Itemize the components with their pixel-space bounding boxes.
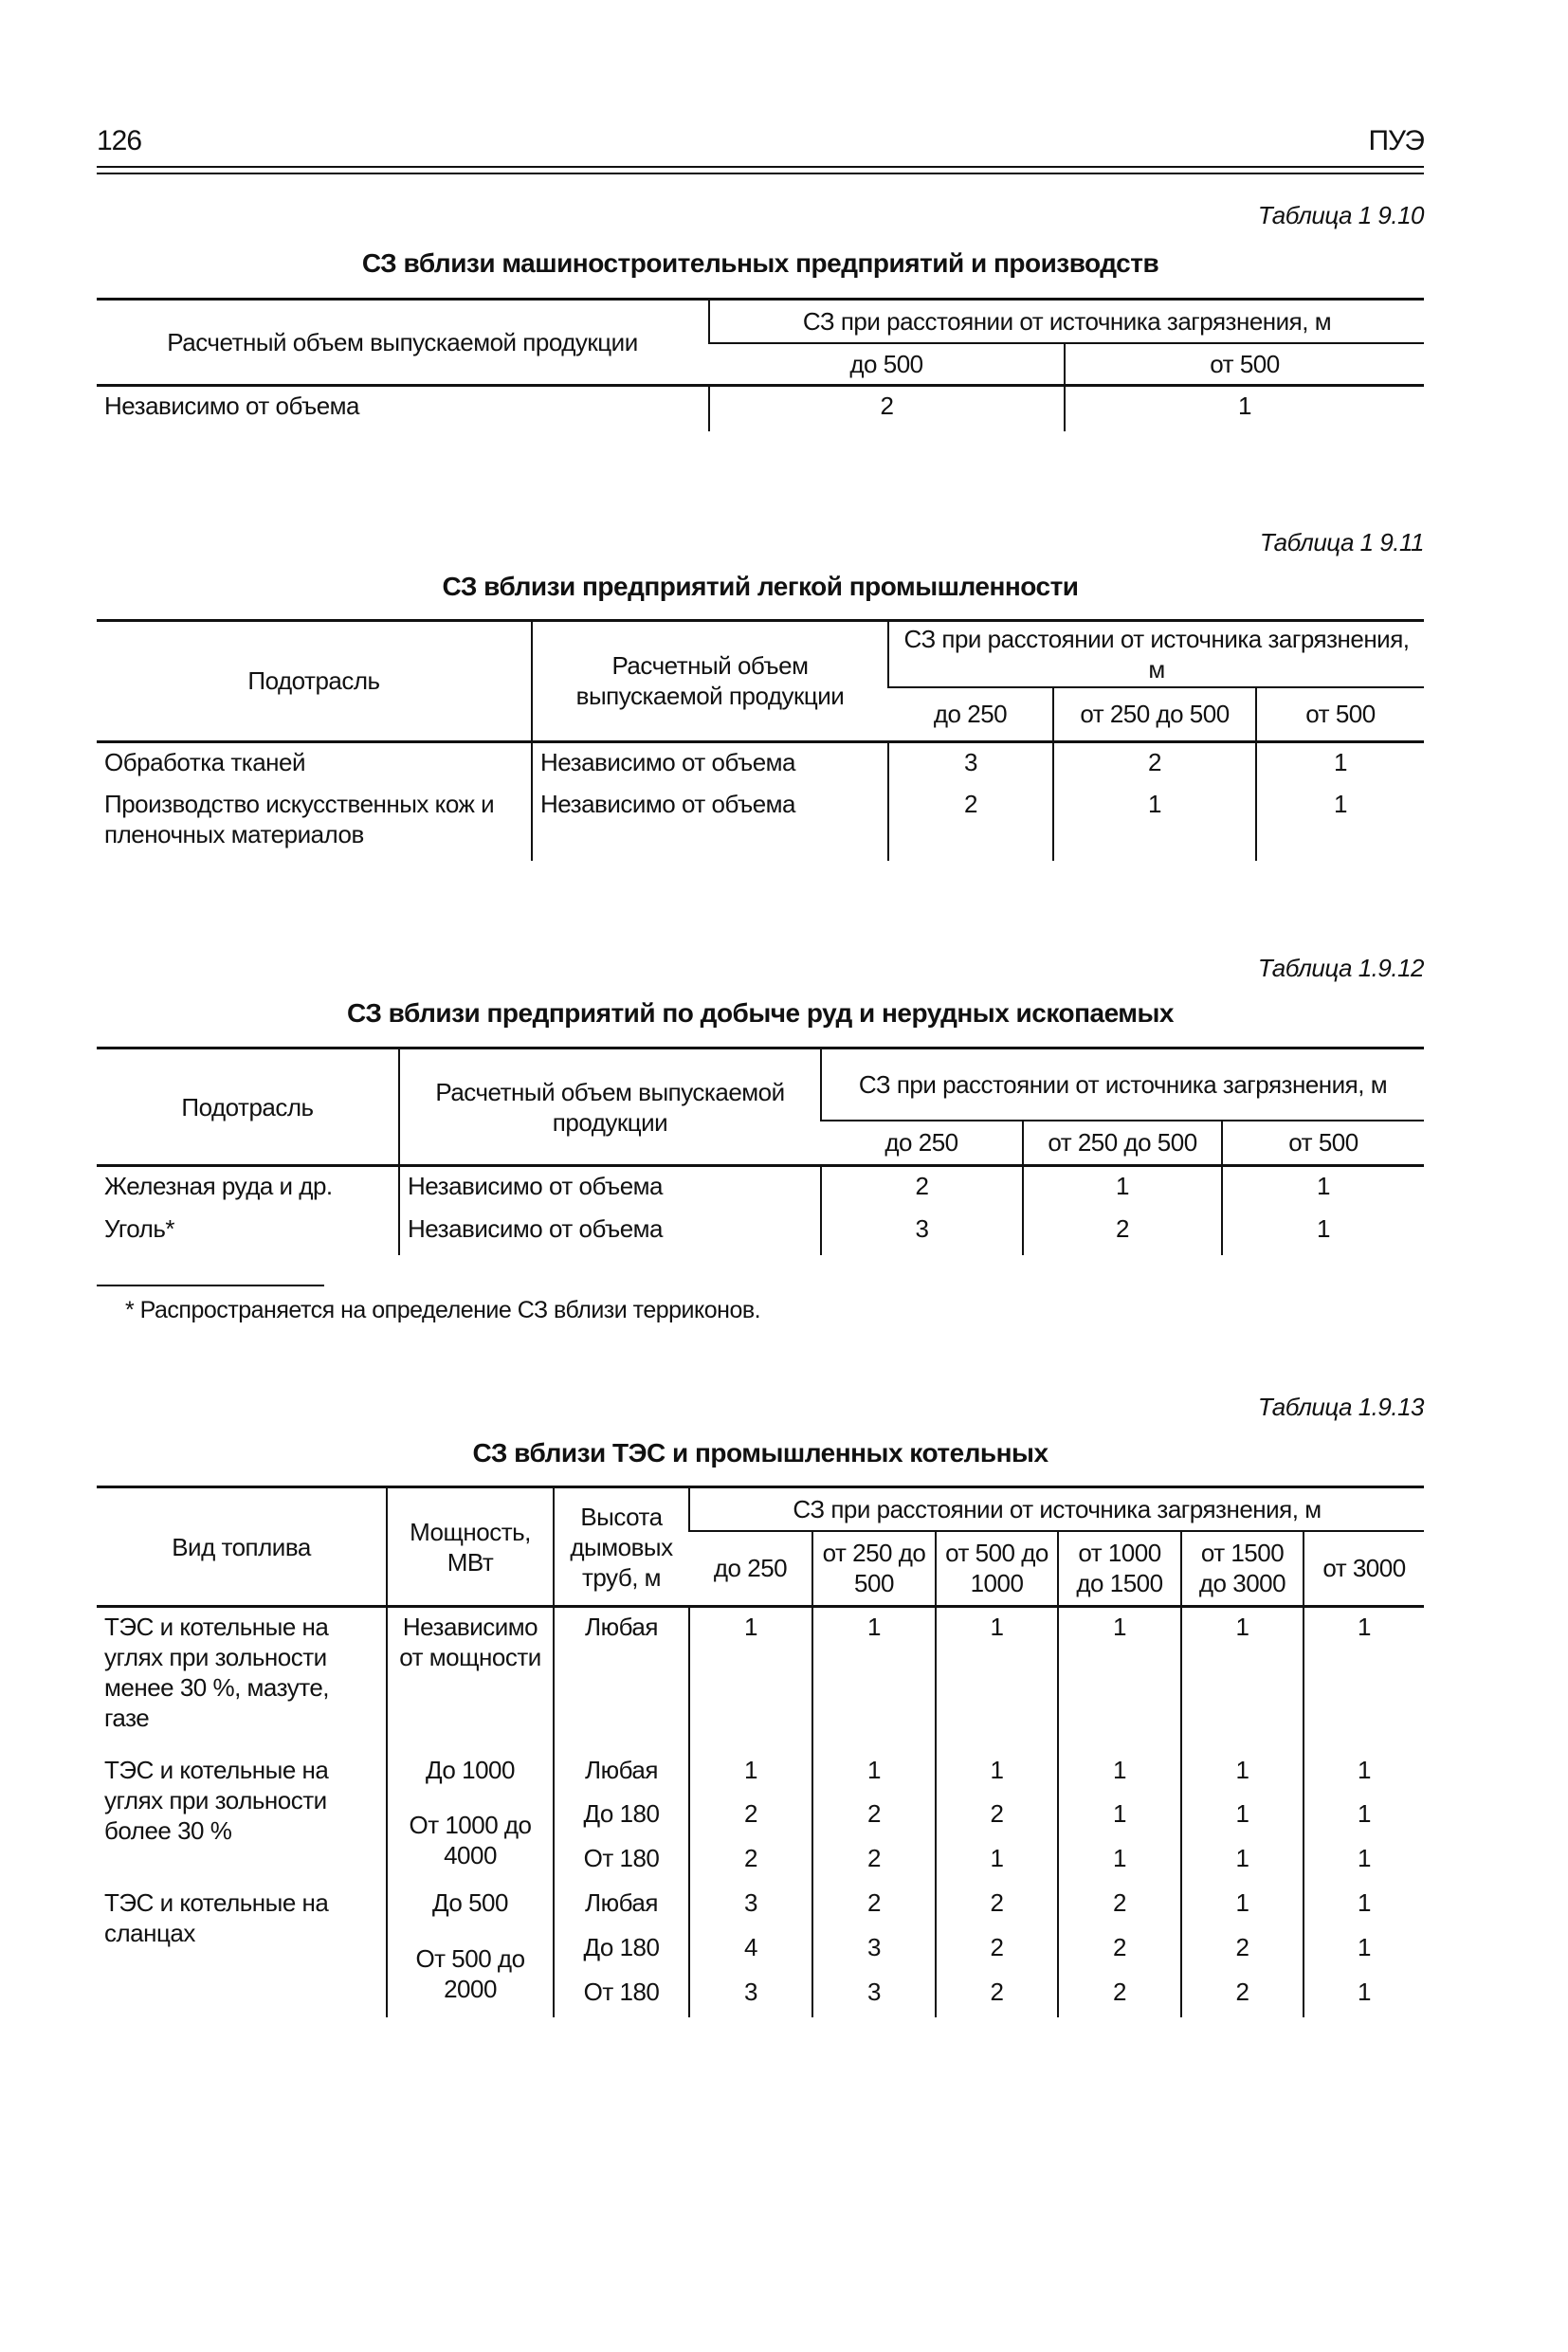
footnote: * Распространяется на определение СЗ вблизи терриконов. bbox=[125, 1297, 761, 1323]
header-distance-group: СЗ при расстоянии от источника загрязнения, м bbox=[709, 300, 1424, 343]
table-row bbox=[97, 1166, 1424, 1210]
cell-value: 1 bbox=[1222, 1210, 1424, 1255]
cell-value: 3 bbox=[888, 741, 1053, 785]
cell-fuel: ТЭС и котельные на углях при зольности более 30 % bbox=[104, 1755, 329, 1845]
cell-value: 1 bbox=[1058, 1607, 1181, 1751]
cell-value: 2 bbox=[1053, 741, 1256, 785]
table-1-9-12 bbox=[97, 1047, 1424, 1255]
cell-value: 1 bbox=[1058, 1795, 1181, 1839]
cell-power: От 1000 до 4000 bbox=[387, 1795, 554, 1884]
cell-stack-height: Любая bbox=[554, 1884, 689, 1928]
cell-value: 3 bbox=[812, 1928, 936, 1973]
cell-volume: Независимо от объема bbox=[532, 741, 888, 785]
cell-value: 2 bbox=[936, 1973, 1058, 2017]
cell-value: 1 bbox=[1304, 1751, 1424, 1795]
cell-value: 2 bbox=[812, 1795, 936, 1839]
header-sub: до 250 bbox=[888, 687, 1053, 741]
cell-value: 2 bbox=[1058, 1928, 1181, 1973]
header-sub: до 250 bbox=[689, 1531, 812, 1607]
cell-value: 1 bbox=[1023, 1166, 1222, 1210]
header-sub: от 500 bbox=[1065, 343, 1424, 386]
footnote-rule bbox=[97, 1285, 324, 1286]
cell-value: 1 bbox=[1181, 1795, 1304, 1839]
cell-power: До 500 bbox=[387, 1884, 554, 1928]
cell-fuel: ТЭС и котельные на сланцах bbox=[104, 1887, 329, 1947]
table-row bbox=[97, 785, 1424, 861]
cell-value: 3 bbox=[812, 1973, 936, 2017]
header-sub: от 250 до 500 bbox=[812, 1531, 936, 1607]
cell-stack-height: Любая bbox=[554, 1751, 689, 1795]
header-sector: Подотрасль bbox=[97, 1048, 399, 1166]
cell-sector: Производство искусственных кож и пленочных материалов bbox=[104, 790, 495, 848]
cell-value: 3 bbox=[821, 1210, 1023, 1255]
header-sector: Подотрасль bbox=[97, 621, 532, 742]
header-sub: до 500 bbox=[709, 343, 1065, 386]
cell-value: 1 bbox=[936, 1607, 1058, 1751]
cell-value: 1 bbox=[1304, 1973, 1424, 2017]
cell-value: 1 bbox=[1065, 386, 1424, 431]
cell-power: Независимо от мощности bbox=[387, 1607, 554, 1751]
cell-value: 1 bbox=[812, 1751, 936, 1795]
running-head bbox=[97, 125, 1424, 163]
cell-stack-height: От 180 bbox=[554, 1839, 689, 1884]
cell-value: 1 bbox=[1053, 785, 1256, 861]
cell-value: 1 bbox=[1058, 1751, 1181, 1795]
header-sub: от 1500 до 3000 bbox=[1181, 1531, 1304, 1607]
table-row bbox=[97, 1210, 1424, 1255]
table-label-1-9-10: Таблица 1 9.10 bbox=[1257, 201, 1424, 229]
cell-value: 2 bbox=[888, 785, 1053, 861]
cell-value: 1 bbox=[1181, 1884, 1304, 1928]
cell-value: 2 bbox=[709, 386, 1065, 431]
cell-stack-height: Любая bbox=[554, 1607, 689, 1751]
cell-value: 1 bbox=[1256, 785, 1424, 861]
header-sub: от 500 до 1000 bbox=[936, 1531, 1058, 1607]
cell-value: 2 bbox=[812, 1839, 936, 1884]
cell-value: 4 bbox=[689, 1928, 812, 1973]
header-double-rule bbox=[97, 166, 1424, 174]
cell-stack-height: От 180 bbox=[554, 1973, 689, 2017]
cell-value: 1 bbox=[1181, 1751, 1304, 1795]
cell-value: 1 bbox=[1304, 1928, 1424, 1973]
header-stack-height: Высота дымовых труб, м bbox=[554, 1487, 689, 1607]
cell-stack-height: До 180 bbox=[554, 1928, 689, 1973]
book-title: ПУЭ bbox=[1368, 125, 1424, 156]
cell-fuel: ТЭС и котельные на углях при зольности менее 30 %, мазуте, газе bbox=[104, 1613, 330, 1732]
header-sub: от 1000 до 1500 bbox=[1058, 1531, 1181, 1607]
cell-value: 1 bbox=[1256, 741, 1424, 785]
cell-value: 2 bbox=[1058, 1973, 1181, 2017]
cell-volume: Независимо от объема bbox=[399, 1166, 821, 1210]
header-sub: от 250 до 500 bbox=[1053, 687, 1256, 741]
header-fuel: Вид топлива bbox=[97, 1487, 387, 1607]
table-1-9-11 bbox=[97, 619, 1424, 861]
cell-power: До 1000 bbox=[387, 1751, 554, 1795]
cell-value: 1 bbox=[1181, 1839, 1304, 1884]
table-row bbox=[97, 741, 1424, 785]
cell-value: 1 bbox=[1304, 1607, 1424, 1751]
cell-value: 1 bbox=[1304, 1795, 1424, 1839]
table-row bbox=[97, 1607, 1424, 1751]
cell-value: 1 bbox=[812, 1607, 936, 1751]
cell-sector: Железная руда и др. bbox=[104, 1172, 333, 1200]
cell-power: От 500 до 2000 bbox=[387, 1928, 554, 2017]
cell-volume: Независимо от объема bbox=[399, 1210, 821, 1255]
table-row bbox=[97, 386, 1424, 431]
table-1-9-13 bbox=[97, 1486, 1424, 2017]
table-label-1-9-12: Таблица 1.9.12 bbox=[1257, 954, 1424, 982]
cell-stack-height: До 180 bbox=[554, 1795, 689, 1839]
table-1-9-10 bbox=[97, 298, 1424, 431]
cell-value: 1 bbox=[689, 1607, 812, 1751]
cell-value: 1 bbox=[1304, 1839, 1424, 1884]
page-number: 126 bbox=[97, 125, 142, 156]
table-title-1-9-12: СЗ вблизи предприятий по добыче руд и нерудных ископаемых bbox=[347, 998, 1174, 1028]
header-power: Мощность, МВт bbox=[387, 1487, 554, 1607]
table-row bbox=[97, 1751, 1424, 1795]
cell-value: 2 bbox=[936, 1884, 1058, 1928]
cell-value: 2 bbox=[1181, 1973, 1304, 2017]
cell-value: 2 bbox=[689, 1839, 812, 1884]
cell-value: 3 bbox=[689, 1884, 812, 1928]
cell-sector: Уголь* bbox=[104, 1213, 174, 1243]
header-sub: от 250 до 500 bbox=[1023, 1121, 1222, 1166]
header-sub: от 500 bbox=[1256, 687, 1424, 741]
header-sub: от 500 bbox=[1222, 1121, 1424, 1166]
table-label-1-9-11: Таблица 1 9.11 bbox=[1259, 528, 1424, 556]
table-title-1-9-13: СЗ вблизи ТЭС и промышленных котельных bbox=[472, 1438, 1048, 1468]
table-row bbox=[97, 1884, 1424, 1928]
cell-value: 1 bbox=[1181, 1607, 1304, 1751]
cell-value: 2 bbox=[936, 1795, 1058, 1839]
cell-sector: Обработка тканей bbox=[104, 747, 306, 776]
header-volume: Расчетный объем выпускаемой продукции bbox=[399, 1048, 821, 1166]
cell-value: 1 bbox=[689, 1751, 812, 1795]
cell-value: 3 bbox=[689, 1973, 812, 2017]
cell-value: 1 bbox=[936, 1751, 1058, 1795]
cell-value: 2 bbox=[1023, 1210, 1222, 1255]
header-distance-group: СЗ при расстоянии от источника загрязнения, м bbox=[689, 1487, 1424, 1531]
cell-value: 1 bbox=[936, 1839, 1058, 1884]
header-sub: до 250 bbox=[821, 1121, 1023, 1166]
table-title-1-9-11: СЗ вблизи предприятий легкой промышленности bbox=[442, 572, 1079, 601]
cell-value: 1 bbox=[1222, 1166, 1424, 1210]
cell-volume: Независимо от объема bbox=[104, 392, 360, 420]
cell-value: 2 bbox=[689, 1795, 812, 1839]
header-distance-group: СЗ при расстоянии от источника загрязнения, м bbox=[821, 1048, 1424, 1121]
table-title-1-9-10: СЗ вблизи машиностроительных предприятий и производств bbox=[361, 248, 1159, 278]
cell-value: 2 bbox=[936, 1928, 1058, 1973]
cell-value: 2 bbox=[812, 1884, 936, 1928]
cell-volume: Независимо от объема bbox=[532, 785, 888, 861]
cell-value: 2 bbox=[821, 1166, 1023, 1210]
cell-value: 2 bbox=[1058, 1884, 1181, 1928]
table-label-1-9-13: Таблица 1.9.13 bbox=[1257, 1393, 1424, 1421]
header-volume: Расчетный объем выпускаемой продукции bbox=[97, 300, 709, 386]
header-distance-group: СЗ при расстоянии от источника загрязнения, м bbox=[888, 621, 1424, 688]
cell-value: 1 bbox=[1058, 1839, 1181, 1884]
cell-value: 2 bbox=[1181, 1928, 1304, 1973]
cell-value: 1 bbox=[1304, 1884, 1424, 1928]
header-volume: Расчетный объем выпускаемой продукции bbox=[532, 621, 888, 742]
header-sub: от 3000 bbox=[1304, 1531, 1424, 1607]
